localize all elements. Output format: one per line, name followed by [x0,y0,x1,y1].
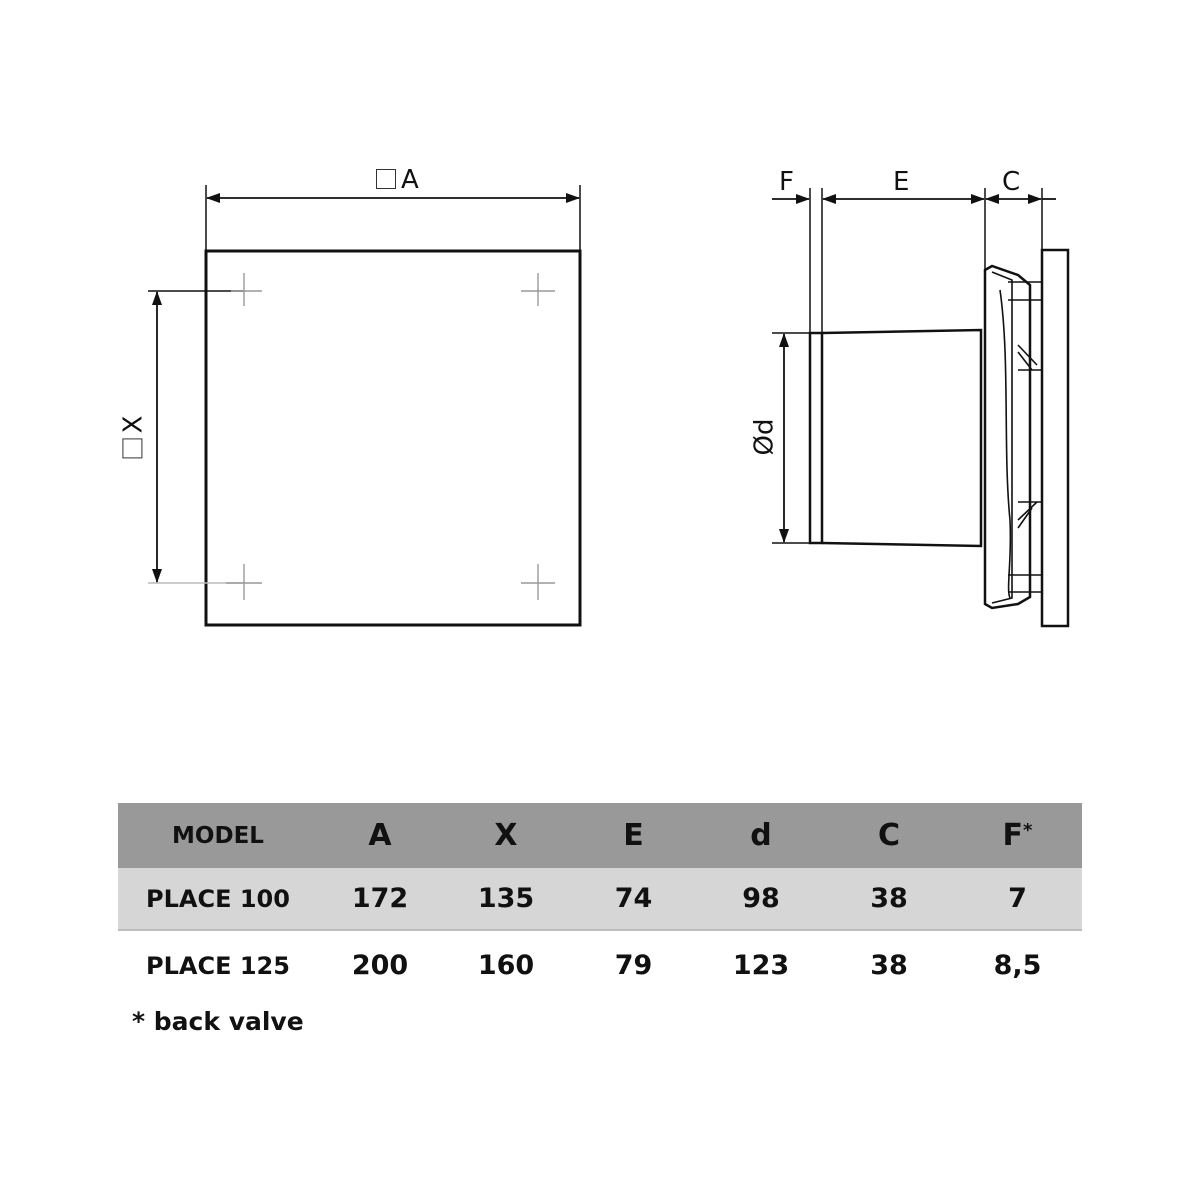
header-c: C [877,818,901,853]
table-header-row [118,803,1082,868]
cell-d: 123 [732,950,790,981]
label-diameter: Ød [749,418,780,456]
square-symbol-icon [122,438,142,458]
cell-a: 200 [351,950,409,981]
cell-d: 98 [742,883,780,914]
dimensions-table [118,803,1082,1000]
header-f: F* [1002,818,1033,853]
side-view [772,188,1068,626]
cell-model: PLACE 125 [146,951,290,980]
header-model: MODEL [172,822,264,849]
header-e: E [623,818,644,853]
duct-spigot [810,333,822,543]
front-panel [206,251,580,625]
cell-f: 8,5 [993,950,1042,981]
cell-e: 74 [614,883,653,914]
table-row [118,930,1082,1000]
header-d: d [750,818,772,853]
cell-a: 172 [351,883,409,914]
header-f-asterisk: * [1023,820,1033,841]
header-x: X [494,818,518,853]
label-c: C [1002,167,1021,197]
cell-f: 7 [1008,883,1027,914]
cell-x: 160 [477,950,535,981]
label-e: E [893,167,910,197]
mounting-hole-marks [226,273,555,600]
header-a: A [368,818,392,853]
cell-x: 135 [477,883,535,914]
square-symbol-icon [376,169,396,189]
label-a: A [376,167,419,193]
cell-e: 79 [614,950,653,981]
cell-c: 38 [870,883,908,914]
label-f: F [779,167,794,197]
mounting-flange [985,266,1030,608]
cell-c: 38 [870,950,908,981]
front-view [148,185,580,625]
front-cover-plate [1042,250,1068,626]
label-x: X [120,416,146,459]
cell-model: PLACE 100 [146,884,290,913]
footnote: * back valve [132,1007,304,1036]
table-row [118,868,1082,930]
